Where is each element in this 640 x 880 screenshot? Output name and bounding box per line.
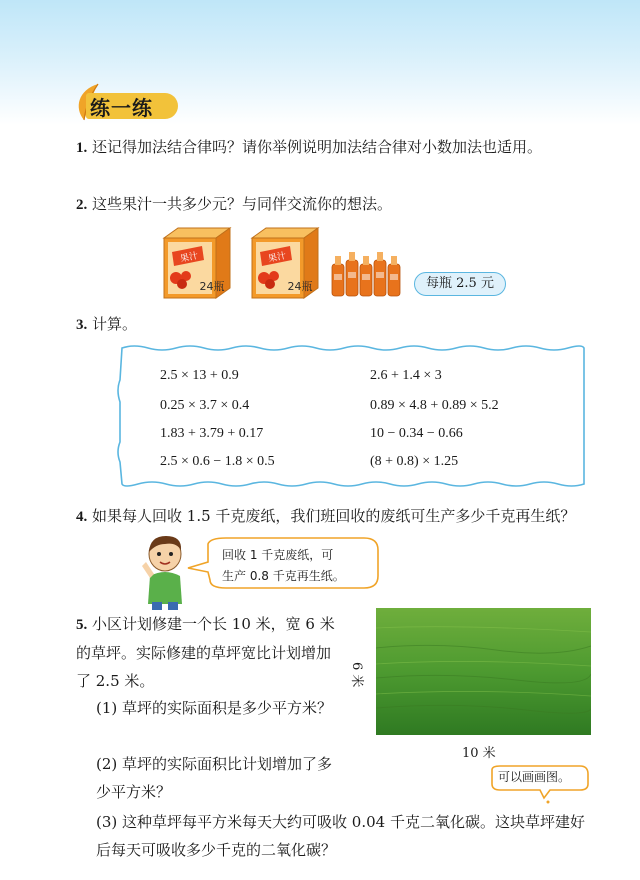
- subquestion-3: (3) 这种草坪每平方米每天大约可吸收 0.04 千克二氧化碳。这块草坪建好后每天可吸收多少千克的二氧化碳？: [96, 813, 585, 859]
- expression: 1.83 + 3.79 + 0.17: [160, 426, 264, 441]
- question-4: [76, 503, 586, 530]
- subquestion-1: (1) 草坪的实际面积是多少平方米？: [96, 699, 333, 717]
- bubble-line: 生产 0.8 千克再生纸。: [222, 569, 345, 583]
- expression: 2.5 × 0.6 − 1.8 × 0.5: [160, 454, 275, 469]
- box-count-label: 24瓶: [287, 280, 313, 293]
- boy-character-icon: [140, 532, 190, 612]
- box-count-label: 24瓶: [199, 280, 225, 293]
- section-title: [72, 82, 182, 122]
- expression: (8 + 0.8) × 1.25: [370, 454, 459, 469]
- expression: 2.5 × 13 + 0.9: [160, 368, 239, 383]
- bubble-line: 回收 1 千克废纸，可: [222, 548, 334, 562]
- hint-text: 可以画画图。: [498, 770, 571, 784]
- expression: 0.89 × 4.8 + 0.89 × 5.2: [370, 398, 499, 413]
- juice-bottles-icon: [330, 250, 406, 298]
- box-tag: 果汁: [179, 251, 200, 265]
- question-number: 5.: [76, 617, 88, 633]
- subquestion-2: (2) 草坪的实际面积比计划增加了多少平方米？: [96, 755, 333, 801]
- question-number: 1.: [76, 140, 88, 156]
- expression: 10 − 0.34 − 0.66: [370, 426, 463, 441]
- question-1: [76, 134, 586, 161]
- lawn-photo: [376, 608, 591, 735]
- price-tag: 每瓶 2.5 元: [414, 272, 506, 296]
- question-5: [76, 610, 338, 695]
- expression: 2.6 + 1.4 × 3: [370, 368, 442, 383]
- question-text: 还记得加法结合律吗？请你举例说明加法结合律对小数加法也适用。: [92, 138, 543, 156]
- lawn-length-label: 10 米: [462, 746, 496, 761]
- question-text: 计算。: [92, 315, 138, 333]
- question-number: 4.: [76, 509, 88, 525]
- expression: 0.25 × 3.7 × 0.4: [160, 398, 250, 413]
- section-title-text: 练一练: [90, 96, 153, 120]
- question-3: [76, 311, 137, 338]
- question-2: [76, 191, 586, 218]
- juice-box-illustration: [246, 226, 320, 300]
- question-number: 2.: [76, 197, 88, 213]
- calculation-box: [114, 342, 590, 490]
- question-text: 这些果汁一共多少元？与同伴交流你的想法。: [92, 195, 393, 213]
- box-tag: 果汁: [267, 251, 288, 265]
- speech-bubble-text: [222, 545, 380, 587]
- dimension-text: 6 米: [349, 662, 364, 688]
- question-text: 如果每人回收 1.5 千克废纸，我们班回收的废纸可生产多少千克再生纸？: [92, 507, 576, 525]
- juice-box-illustration: [158, 226, 232, 300]
- question-number: 3.: [76, 317, 88, 333]
- question-text: 小区计划修建一个长 10 米，宽 6 米的草坪。实际修建的草坪宽比计划增加了 2.5 米。: [76, 615, 335, 690]
